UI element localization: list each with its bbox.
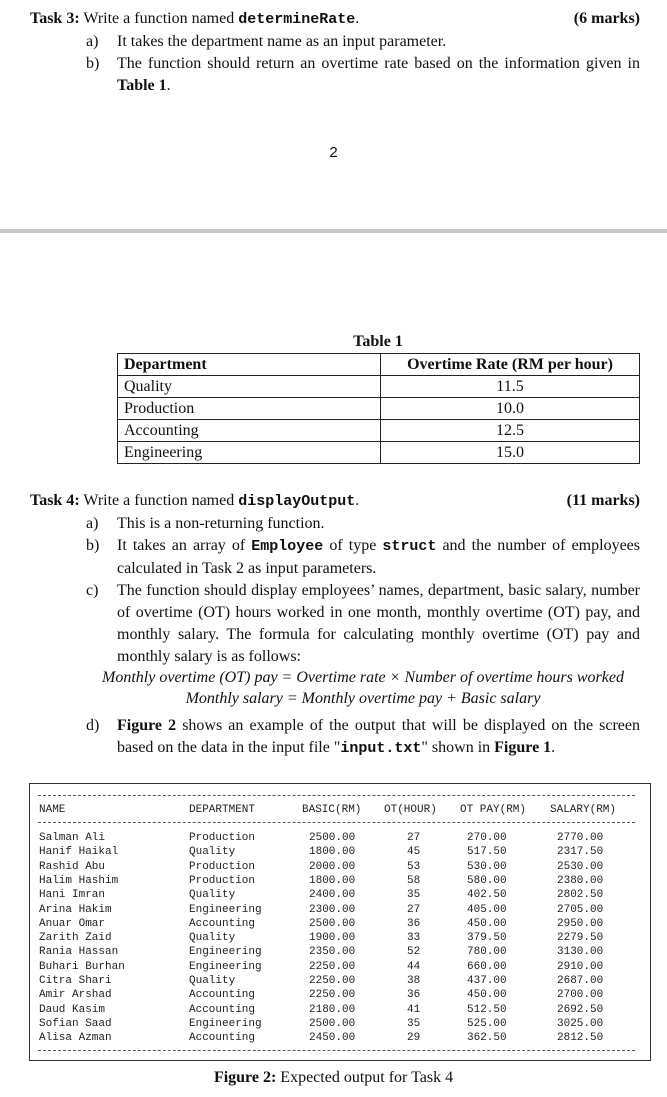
table1-reference: Table 1 xyxy=(117,77,167,94)
name-cell: Rania Hassan xyxy=(39,946,119,959)
task4-text: Write a function named xyxy=(83,492,239,509)
name-cell: Salman Ali xyxy=(39,832,106,844)
department-cell: Engineering xyxy=(189,903,262,916)
table-row xyxy=(30,860,650,874)
ot-pay-cell: 402.50 xyxy=(467,889,507,902)
basic-cell: 2000.00 xyxy=(309,860,356,873)
name-cell: Zarith Zaid xyxy=(39,932,112,945)
ot-pay-cell: 450.00 xyxy=(467,917,507,930)
salary-cell: 2802.50 xyxy=(557,889,604,902)
ot-pay-cell: 450.00 xyxy=(467,989,507,1002)
figure1-reference: Figure 1 xyxy=(494,739,552,756)
dashed-rule xyxy=(38,795,635,796)
basic-cell: 2250.00 xyxy=(309,975,356,987)
name-cell: Sofian Saad xyxy=(39,1017,112,1030)
input-file-name: input.txt xyxy=(340,740,422,757)
name-cell: Anuar Omar xyxy=(39,917,106,930)
table-row xyxy=(30,1003,650,1017)
basic-cell: 2250.00 xyxy=(309,960,356,973)
col-basic: BASIC(RM) xyxy=(302,804,362,816)
department-cell: Production xyxy=(118,398,381,420)
salary-cell: 2700.00 xyxy=(557,989,604,1002)
department-cell: Accounting xyxy=(189,989,256,1002)
page-number: 2 xyxy=(329,144,338,161)
rate-cell: 10.0 xyxy=(381,398,640,420)
struct-keyword: struct xyxy=(382,538,437,555)
ot-hour-cell: 29 xyxy=(407,1032,421,1045)
ot-hour-cell: 36 xyxy=(407,989,421,1002)
col-ot-pay: OT PAY(RM) xyxy=(460,804,527,816)
basic-cell: 2450.00 xyxy=(309,1032,356,1045)
name-cell: Daud Kasim xyxy=(39,1003,106,1016)
task4-item-d: d) Figure 2 shows an example of the output that will be displayed on the screen based on the data in the input file "input.txt" shown in Figure 1. xyxy=(86,717,641,757)
salary-cell: 2692.50 xyxy=(557,1003,604,1016)
table-row xyxy=(118,398,640,420)
basic-cell: 2500.00 xyxy=(309,917,356,930)
name-cell: Amir Arshad xyxy=(39,989,112,1002)
header-overtime-rate: Overtime Rate (RM per hour) xyxy=(381,354,640,376)
name-cell: Halim Hashim xyxy=(39,874,119,887)
ot-hour-cell: 36 xyxy=(407,917,421,930)
task3-label: Task 3: xyxy=(30,10,80,27)
table-row xyxy=(30,917,650,931)
ot-pay-cell: 517.50 xyxy=(467,846,507,859)
header-department: Department xyxy=(118,354,381,376)
ot-hour-cell: 33 xyxy=(407,932,421,945)
task3-heading: Task 3: Write a function named determineRate. (6 marks) xyxy=(30,10,640,28)
ot-pay-cell: 362.50 xyxy=(467,1032,507,1045)
ot-pay-formula: Monthly overtime (OT) pay = Overtime rate × Number of overtime hours worked xyxy=(102,669,624,686)
department-cell: Quality xyxy=(189,975,236,987)
department-cell: Accounting xyxy=(189,917,256,930)
department-cell: Accounting xyxy=(118,420,381,442)
overtime-rate-table xyxy=(117,353,640,464)
ot-pay-cell: 530.00 xyxy=(467,860,507,873)
name-cell: Citra Shari xyxy=(39,975,112,987)
task3-item-b: b) The function should return an overtime rate based on the information given in Table 1. xyxy=(86,55,640,94)
ot-hour-cell: 35 xyxy=(407,889,421,902)
salary-cell: 2380.00 xyxy=(557,874,604,887)
table-row xyxy=(30,874,650,888)
basic-cell: 2350.00 xyxy=(309,946,356,959)
figure2-reference: Figure 2 xyxy=(117,717,177,734)
col-ot-hour: OT(HOUR) xyxy=(384,804,437,816)
dashed-rule xyxy=(38,822,635,823)
name-cell: Rashid Abu xyxy=(39,860,106,873)
table-row xyxy=(30,903,650,917)
figure2-output-box xyxy=(29,783,651,1061)
employee-type: Employee xyxy=(251,538,324,555)
ot-pay-cell: 512.50 xyxy=(467,1003,507,1016)
department-cell: Quality xyxy=(118,376,381,398)
rate-cell: 11.5 xyxy=(381,376,640,398)
ot-pay-cell: 660.00 xyxy=(467,960,507,973)
department-cell: Engineering xyxy=(118,442,381,464)
department-cell: Engineering xyxy=(189,960,262,973)
basic-cell: 2500.00 xyxy=(309,832,356,844)
col-department: DEPARTMENT xyxy=(189,804,256,816)
task4-label: Task 4: xyxy=(30,492,80,509)
salary-cell: 2950.00 xyxy=(557,917,604,930)
table-row xyxy=(30,945,650,959)
task3-function-name: determineRate xyxy=(238,11,356,28)
department-cell: Production xyxy=(189,860,256,873)
basic-cell: 1800.00 xyxy=(309,874,356,887)
ot-pay-cell: 405.00 xyxy=(467,903,507,916)
basic-cell: 1800.00 xyxy=(309,846,356,859)
name-cell: Arina Hakim xyxy=(39,903,112,916)
basic-cell: 2400.00 xyxy=(309,889,356,902)
basic-cell: 1900.00 xyxy=(309,932,356,945)
col-salary: SALARY(RM) xyxy=(550,804,617,816)
table-row xyxy=(30,974,650,988)
basic-cell: 2250.00 xyxy=(309,989,356,1002)
salary-cell: 3130.00 xyxy=(557,946,604,959)
ot-hour-cell: 45 xyxy=(407,846,421,859)
dashed-rule xyxy=(38,1050,635,1051)
department-cell: Production xyxy=(189,832,256,844)
ot-hour-cell: 53 xyxy=(407,860,421,873)
salary-cell: 2279.50 xyxy=(557,932,604,945)
department-cell: Accounting xyxy=(189,1003,256,1016)
task3-marks: (6 marks) xyxy=(573,10,640,27)
department-cell: Quality xyxy=(189,889,236,902)
task3-text: Write a function named xyxy=(83,10,239,27)
rate-cell: 15.0 xyxy=(381,442,640,464)
ot-hour-cell: 38 xyxy=(407,975,421,987)
ot-hour-cell: 52 xyxy=(407,946,421,959)
task3-item-a: a) It takes the department name as an input parameter. xyxy=(86,33,447,50)
department-cell: Engineering xyxy=(189,1017,262,1030)
table-header-row xyxy=(118,354,640,376)
name-cell: Hani Imran xyxy=(39,889,106,902)
ot-hour-cell: 35 xyxy=(407,1017,421,1030)
rate-cell: 12.5 xyxy=(381,420,640,442)
ot-pay-cell: 525.00 xyxy=(467,1017,507,1030)
ot-hour-cell: 27 xyxy=(407,832,421,844)
ot-pay-cell: 780.00 xyxy=(467,946,507,959)
output-header-row xyxy=(30,803,650,817)
page-divider xyxy=(0,229,667,233)
table-row xyxy=(30,845,650,859)
salary-cell: 2770.00 xyxy=(557,832,604,844)
department-cell: Quality xyxy=(189,932,236,945)
table-row xyxy=(30,831,650,845)
salary-cell: 2530.00 xyxy=(557,860,604,873)
basic-cell: 2500.00 xyxy=(309,1017,356,1030)
task4-heading: Task 4: Write a function named displayOutput. (11 marks) xyxy=(30,492,640,510)
task4-item-b: b) It takes an array of Employee of type struct and the number of employees calculated in Task 2 as input parameters. xyxy=(86,537,641,577)
task4-item-c: c) The function should display employees’ names, department, basic salary, number of overtime (OT) hours worked in one month, monthly overtime (OT) pay, and monthly salary. The formula for calculating monthly overtime (OT) pay and monthly salary is as follows: xyxy=(86,582,640,665)
salary-cell: 2705.00 xyxy=(557,903,604,916)
salary-cell: 2317.50 xyxy=(557,846,604,859)
figure2-caption: Figure 2: Expected output for Task 4 xyxy=(213,1069,454,1086)
ot-pay-cell: 270.00 xyxy=(467,832,507,844)
salary-cell: 2910.00 xyxy=(557,960,604,973)
table-row xyxy=(30,960,650,974)
ot-pay-cell: 580.00 xyxy=(467,874,507,887)
table-row xyxy=(30,988,650,1002)
ot-pay-cell: 379.50 xyxy=(467,932,507,945)
basic-cell: 2300.00 xyxy=(309,903,356,916)
table-row xyxy=(30,931,650,945)
ot-hour-cell: 27 xyxy=(407,903,421,916)
department-cell: Accounting xyxy=(189,1032,256,1045)
salary-cell: 3025.00 xyxy=(557,1017,604,1030)
name-cell: Hanif Haikal xyxy=(39,846,119,859)
table-row xyxy=(30,1031,650,1045)
department-cell: Quality xyxy=(189,846,236,859)
table-row xyxy=(118,420,640,442)
ot-pay-cell: 437.00 xyxy=(467,975,507,987)
basic-cell: 2180.00 xyxy=(309,1003,356,1016)
name-cell: Alisa Azman xyxy=(39,1032,112,1045)
ot-hour-cell: 41 xyxy=(407,1003,421,1016)
salary-cell: 2687.00 xyxy=(557,975,604,987)
table1-caption: Table 1 xyxy=(353,333,403,350)
department-cell: Production xyxy=(189,874,256,887)
col-name: NAME xyxy=(39,804,66,816)
name-cell: Buhari Burhan xyxy=(39,960,125,973)
table-row xyxy=(118,442,640,464)
table-row xyxy=(118,376,640,398)
ot-hour-cell: 44 xyxy=(407,960,421,973)
task4-marks: (11 marks) xyxy=(566,492,640,509)
salary-formula: Monthly salary = Monthly overtime pay + Basic salary xyxy=(185,690,541,707)
ot-hour-cell: 58 xyxy=(407,874,421,887)
salary-cell: 2812.50 xyxy=(557,1032,604,1045)
task4-function-name: displayOutput xyxy=(238,493,356,510)
table-row xyxy=(30,888,650,902)
table-row xyxy=(30,1017,650,1031)
department-cell: Engineering xyxy=(189,946,262,959)
task4-item-a: a) This is a non-returning function. xyxy=(86,515,325,532)
